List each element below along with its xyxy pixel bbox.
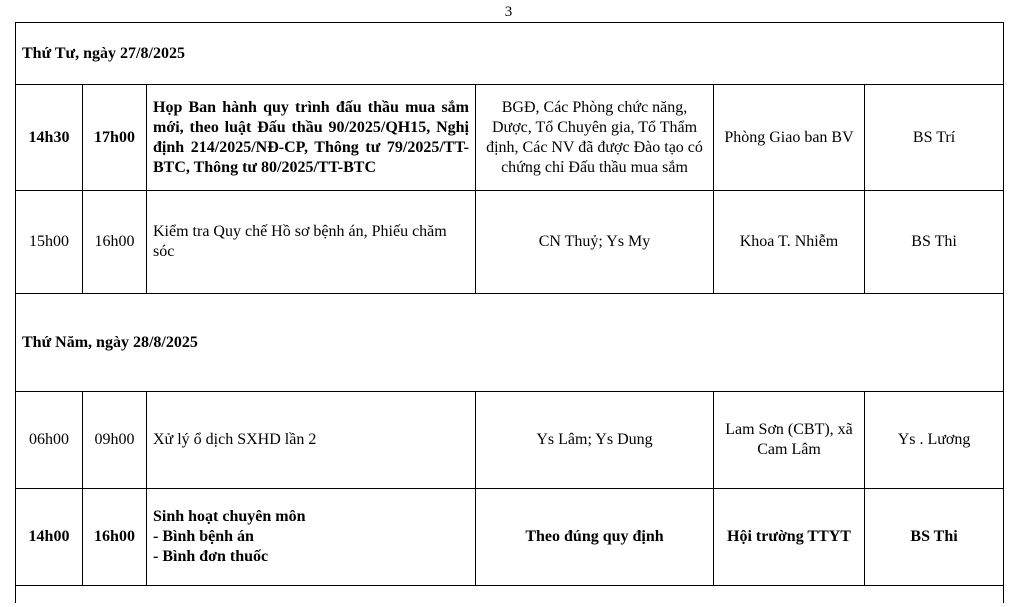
content-line: - Bình đơn thuốc (153, 548, 269, 565)
end-time: 17h00 (83, 85, 147, 191)
participants: Ys Lâm; Ys Dung (476, 392, 714, 489)
content-line: Kiểm tra Quy chế Hồ sơ bệnh án, Phiếu chăm sóc (153, 223, 447, 260)
participants: CN Thuỷ; Ys My (476, 191, 714, 294)
event-content (147, 191, 476, 294)
content-line: Sinh hoạt chuyên môn (153, 508, 306, 525)
end-time: 09h00 (83, 392, 147, 489)
day-header: Thứ Năm, ngày 28/8/2025 (16, 294, 1004, 392)
event-content (147, 489, 476, 586)
day-header-row (16, 23, 1004, 85)
location: Hội trường TTYT (714, 489, 865, 586)
table-row (16, 85, 1004, 191)
day-header-row (16, 294, 1004, 392)
table-row (16, 392, 1004, 489)
content-line: Xử lý ổ dịch SXHD lần 2 (153, 431, 317, 448)
content-line: Họp Ban hành quy trình đấu thầu mua sắm mới, theo luật Đấu thầu 90/2025/QH15, Nghị định 214/2025/NĐ-CP, Thông tư 79/2025/TT-BTC, Thông tư 80/2025/TT-BTC (153, 98, 469, 176)
content-line: - Bình bệnh án (153, 528, 254, 545)
host: Ys . Lương (865, 392, 1004, 489)
event-content (147, 85, 476, 191)
page-number: 3 (504, 4, 513, 20)
start-time: 06h00 (16, 392, 83, 489)
host: BS Thi (865, 489, 1004, 586)
host: BS Thi (865, 191, 1004, 294)
end-time: 16h00 (83, 489, 147, 586)
table-row (16, 191, 1004, 294)
continuation-cell (16, 586, 1004, 604)
location: Lam Sơn (CBT), xã Cam Lâm (714, 392, 865, 489)
location: Khoa T. Nhiễm (714, 191, 865, 294)
start-time: 14h00 (16, 489, 83, 586)
start-time: 14h30 (16, 85, 83, 191)
host: BS Trí (865, 85, 1004, 191)
start-time: 15h00 (16, 191, 83, 294)
table-row (16, 489, 1004, 586)
schedule-table (15, 22, 1004, 603)
end-time: 16h00 (83, 191, 147, 294)
participants: Theo đúng quy định (476, 489, 714, 586)
continuation-row (16, 586, 1004, 604)
location: Phòng Giao ban BV (714, 85, 865, 191)
event-content (147, 392, 476, 489)
day-header: Thứ Tư, ngày 27/8/2025 (16, 23, 1004, 85)
participants: BGĐ, Các Phòng chức năng, Dược, Tổ Chuyên gia, Tổ Thẩm định, Các NV đã được Đào tạo có chứng chỉ Đấu thầu mua sắm (476, 85, 714, 191)
